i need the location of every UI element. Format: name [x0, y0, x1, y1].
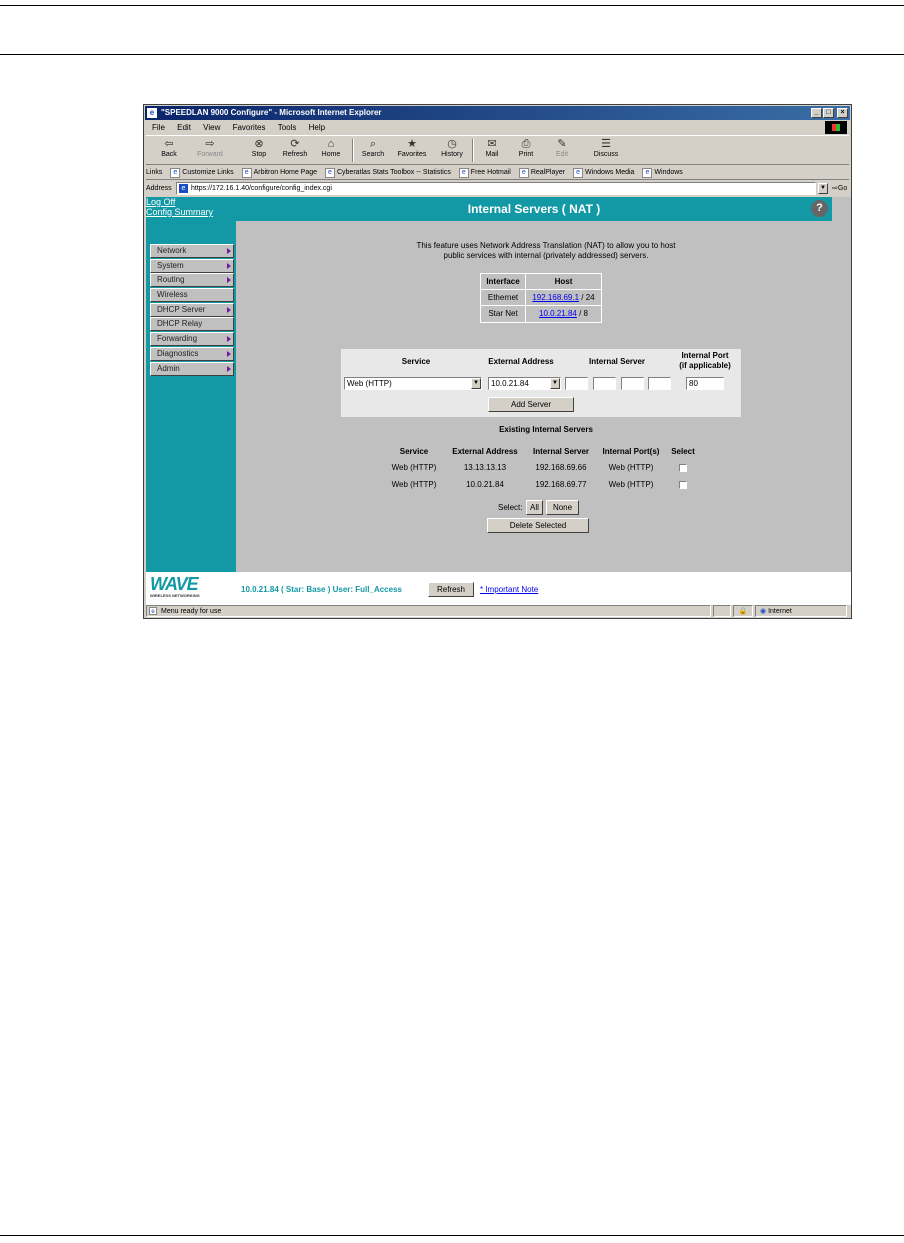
home-icon: ⌂ — [327, 138, 335, 150]
header-rule — [0, 54, 904, 55]
submenu-arrow-icon — [227, 277, 231, 283]
submenu-arrow-icon — [227, 366, 231, 372]
external-address-select[interactable]: 10.0.21.84 ▼ — [488, 377, 561, 390]
table-row: Ethernet 192.168.69.1 / 24 — [481, 290, 601, 306]
link-windows[interactable]: e Windows — [642, 169, 682, 176]
user-status: 10.0.21.84 ( Star: Base ) User: Full_Access — [241, 585, 402, 594]
back-button[interactable]: ⇦ Back — [154, 138, 184, 158]
windows-logo-icon — [825, 121, 847, 134]
address-input[interactable] — [176, 182, 816, 195]
important-note-link[interactable]: * Important Note — [480, 585, 539, 594]
history-icon: ◷ — [447, 138, 457, 150]
interface-table — [480, 273, 602, 323]
page-content: Log Off Config Summary Internal Servers ( NAT ) ? Network System Routing Wireless DHCP Server DHCP Relay Forwarding Diagnostics Admin This feature uses Network Address Translation (NAT) to allow you to host public services with internal (privately addressed) servers. Interface Host Ethernet 192.168.69.1 / 24 Star Net 10.0.21.84 / 8 Service External Address Internal Server Internal Port (if applicable) Web (HTTP) ▼ 10.0.21.84 ▼ 80 Add Server Existing Internal Servers Service External Address Internal Server Internal Port(s) Select Web (HTTP) 13.13.13.13 192.168.69.66 Web (HTTP) Web (HTTP) 10.0.21.84 192.168.69.77 Web (HTTP) Select: All None Delete Selected WAVE WIRELESS NETWORKING 10.0.21.84 ( Star: Base ) User: Full_Access Refresh * Important Note — [146, 197, 851, 605]
select-checkbox[interactable] — [679, 481, 687, 489]
edit-button[interactable]: ✎ Edit — [548, 138, 576, 158]
address-dropdown-icon[interactable]: ▼ — [818, 183, 828, 194]
submenu-arrow-icon — [227, 263, 231, 269]
menu-favorites[interactable]: Favorites — [232, 123, 266, 132]
search-button[interactable]: ⌕ Search — [358, 138, 388, 158]
footer-refresh-button[interactable]: Refresh — [428, 582, 474, 597]
internal-server-octet-2[interactable] — [593, 377, 616, 390]
logoff-link[interactable]: Log Off — [146, 197, 176, 207]
link-free-hotmail[interactable]: e Free Hotmail — [459, 169, 511, 176]
menu-item-routing[interactable]: Routing — [150, 273, 234, 287]
internal-server-label: Internal Server — [588, 357, 646, 366]
go-button[interactable]: ⇨Go — [832, 185, 848, 192]
bottom-rule — [0, 1235, 904, 1236]
print-button[interactable]: ⎙ Print — [512, 138, 540, 158]
footer — [146, 572, 851, 605]
back-arrow-icon: ⇦ — [164, 138, 174, 150]
internal-server-octet-1[interactable] — [565, 377, 588, 390]
side-menu — [150, 244, 234, 376]
toolbar-separator — [352, 139, 354, 162]
submenu-arrow-icon — [227, 307, 231, 313]
home-button[interactable]: ⌂ Home — [318, 138, 344, 158]
mail-button[interactable]: ✉ Mail — [478, 138, 506, 158]
select-none-button[interactable]: None — [546, 500, 579, 515]
link-windows-media[interactable]: e Windows Media — [573, 169, 634, 176]
status-text: Menu ready for use — [161, 608, 222, 615]
refresh-icon: ⟳ — [290, 138, 300, 150]
browser-window — [143, 104, 852, 619]
title-bar — [145, 106, 850, 120]
wave-logo: WAVE WIRELESS NETWORKING — [150, 574, 200, 598]
service-label: Service — [401, 357, 431, 366]
maximize-button[interactable]: □ — [823, 108, 834, 118]
intro-text: This feature uses Network Address Translation (NAT) to allow you to host public services with internal (privately addressed) servers. — [416, 241, 676, 260]
delete-selected-button[interactable]: Delete Selected — [487, 518, 589, 533]
mail-icon: ✉ — [487, 138, 497, 150]
discuss-icon: ☰ — [601, 138, 611, 150]
zone-text: Internet — [768, 608, 792, 615]
page-icon: e — [179, 184, 188, 193]
history-button[interactable]: ◷ History — [436, 138, 468, 158]
ethernet-host-link[interactable]: 192.168.69.1 — [532, 293, 580, 302]
lock-icon: 🔒 — [738, 608, 748, 615]
submenu-arrow-icon — [227, 336, 231, 342]
menu-item-dhcp-relay[interactable]: DHCP Relay — [150, 317, 234, 331]
top-links — [146, 197, 213, 217]
menu-item-dhcp-server[interactable]: DHCP Server — [150, 303, 234, 317]
menu-file[interactable]: File — [152, 123, 165, 132]
page-status-icon: e — [149, 607, 157, 615]
menu-item-wireless[interactable]: Wireless — [150, 288, 234, 302]
select-all-button[interactable]: All — [526, 500, 543, 515]
menu-item-admin[interactable]: Admin — [150, 362, 234, 376]
status-pane — [713, 605, 731, 617]
toolbar-separator — [472, 139, 474, 162]
menu-item-system[interactable]: System — [150, 259, 234, 273]
search-icon: ⌕ — [369, 138, 377, 150]
close-button[interactable]: × — [837, 108, 848, 118]
edit-icon: ✎ — [557, 138, 567, 150]
forward-arrow-icon: ⇨ — [205, 138, 215, 150]
config-summary-link[interactable]: Config Summary — [146, 207, 214, 217]
stop-button[interactable]: ⊗ Stop — [246, 138, 272, 158]
links-label: Links — [146, 169, 163, 176]
select-checkbox[interactable] — [679, 464, 687, 472]
table-row: Star Net 10.0.21.84 / 8 — [481, 306, 601, 322]
address-url: https://172.16.1.40/configure/config_index.cgi — [191, 185, 332, 192]
forward-button[interactable]: ⇨ Forward — [190, 138, 230, 158]
add-server-button[interactable]: Add Server — [488, 397, 574, 412]
internal-port-label: Internal Port (if applicable) — [679, 351, 731, 370]
menu-tools[interactable]: Tools — [277, 123, 297, 132]
top-rule — [0, 5, 904, 6]
menu-bar — [146, 121, 849, 134]
menu-help[interactable]: Help — [308, 123, 326, 132]
submenu-arrow-icon — [227, 351, 231, 357]
globe-icon: ◉ — [760, 608, 767, 615]
window-title: "SPEEDLAN 9000 Configure" - Microsoft Internet Explorer — [161, 108, 382, 117]
minimize-button[interactable]: _ — [811, 108, 822, 118]
favorites-button[interactable]: ★ Favorites — [392, 138, 432, 158]
link-cyberatlas[interactable]: e Cyberatlas Stats Toolbox -- Statistics — [325, 169, 451, 176]
submenu-arrow-icon — [227, 248, 231, 254]
link-arbitron[interactable]: e Arbitron Home Page — [242, 169, 317, 176]
link-realplayer[interactable]: e RealPlayer — [519, 169, 565, 176]
menu-item-diagnostics[interactable]: Diagnostics — [150, 347, 234, 361]
menu-item-network[interactable]: Network — [150, 244, 234, 258]
links-bar — [146, 166, 849, 180]
address-label: Address — [146, 185, 172, 192]
ie-icon: e — [147, 108, 157, 118]
existing-servers-title: Existing Internal Servers — [499, 425, 593, 434]
stop-icon: ⊗ — [254, 138, 264, 150]
internal-server-octet-3[interactable] — [621, 377, 644, 390]
link-customize-links[interactable]: e Customize Links — [170, 169, 233, 176]
menu-item-forwarding[interactable]: Forwarding — [150, 332, 234, 346]
toolbar — [146, 135, 849, 165]
table-header: Interface Host — [481, 274, 601, 290]
address-bar — [146, 181, 849, 196]
page-title: Internal Servers ( NAT ) — [467, 202, 601, 216]
status-pane — [733, 605, 753, 617]
service-select[interactable]: Web (HTTP) ▼ — [344, 377, 482, 390]
favorites-icon: ★ — [407, 138, 417, 150]
refresh-button[interactable]: ⟳ Refresh — [278, 138, 312, 158]
menu-edit[interactable]: Edit — [177, 123, 191, 132]
status-bar — [146, 605, 849, 617]
add-server-form — [341, 349, 741, 417]
zone-pane — [755, 605, 847, 617]
select-label: Select: — [498, 503, 523, 512]
help-icon[interactable]: ? — [811, 200, 828, 217]
menu-view[interactable]: View — [203, 123, 221, 132]
internal-port-input[interactable]: 80 — [686, 377, 724, 390]
starnet-host-link[interactable]: 10.0.21.84 — [539, 309, 577, 318]
chevron-down-icon: ▼ — [550, 378, 560, 389]
external-address-label: External Address — [488, 357, 554, 366]
internal-server-octet-4[interactable] — [648, 377, 671, 390]
discuss-button[interactable]: ☰ Discuss — [588, 138, 624, 158]
print-icon: ⎙ — [521, 138, 531, 150]
chevron-down-icon: ▼ — [471, 378, 481, 389]
